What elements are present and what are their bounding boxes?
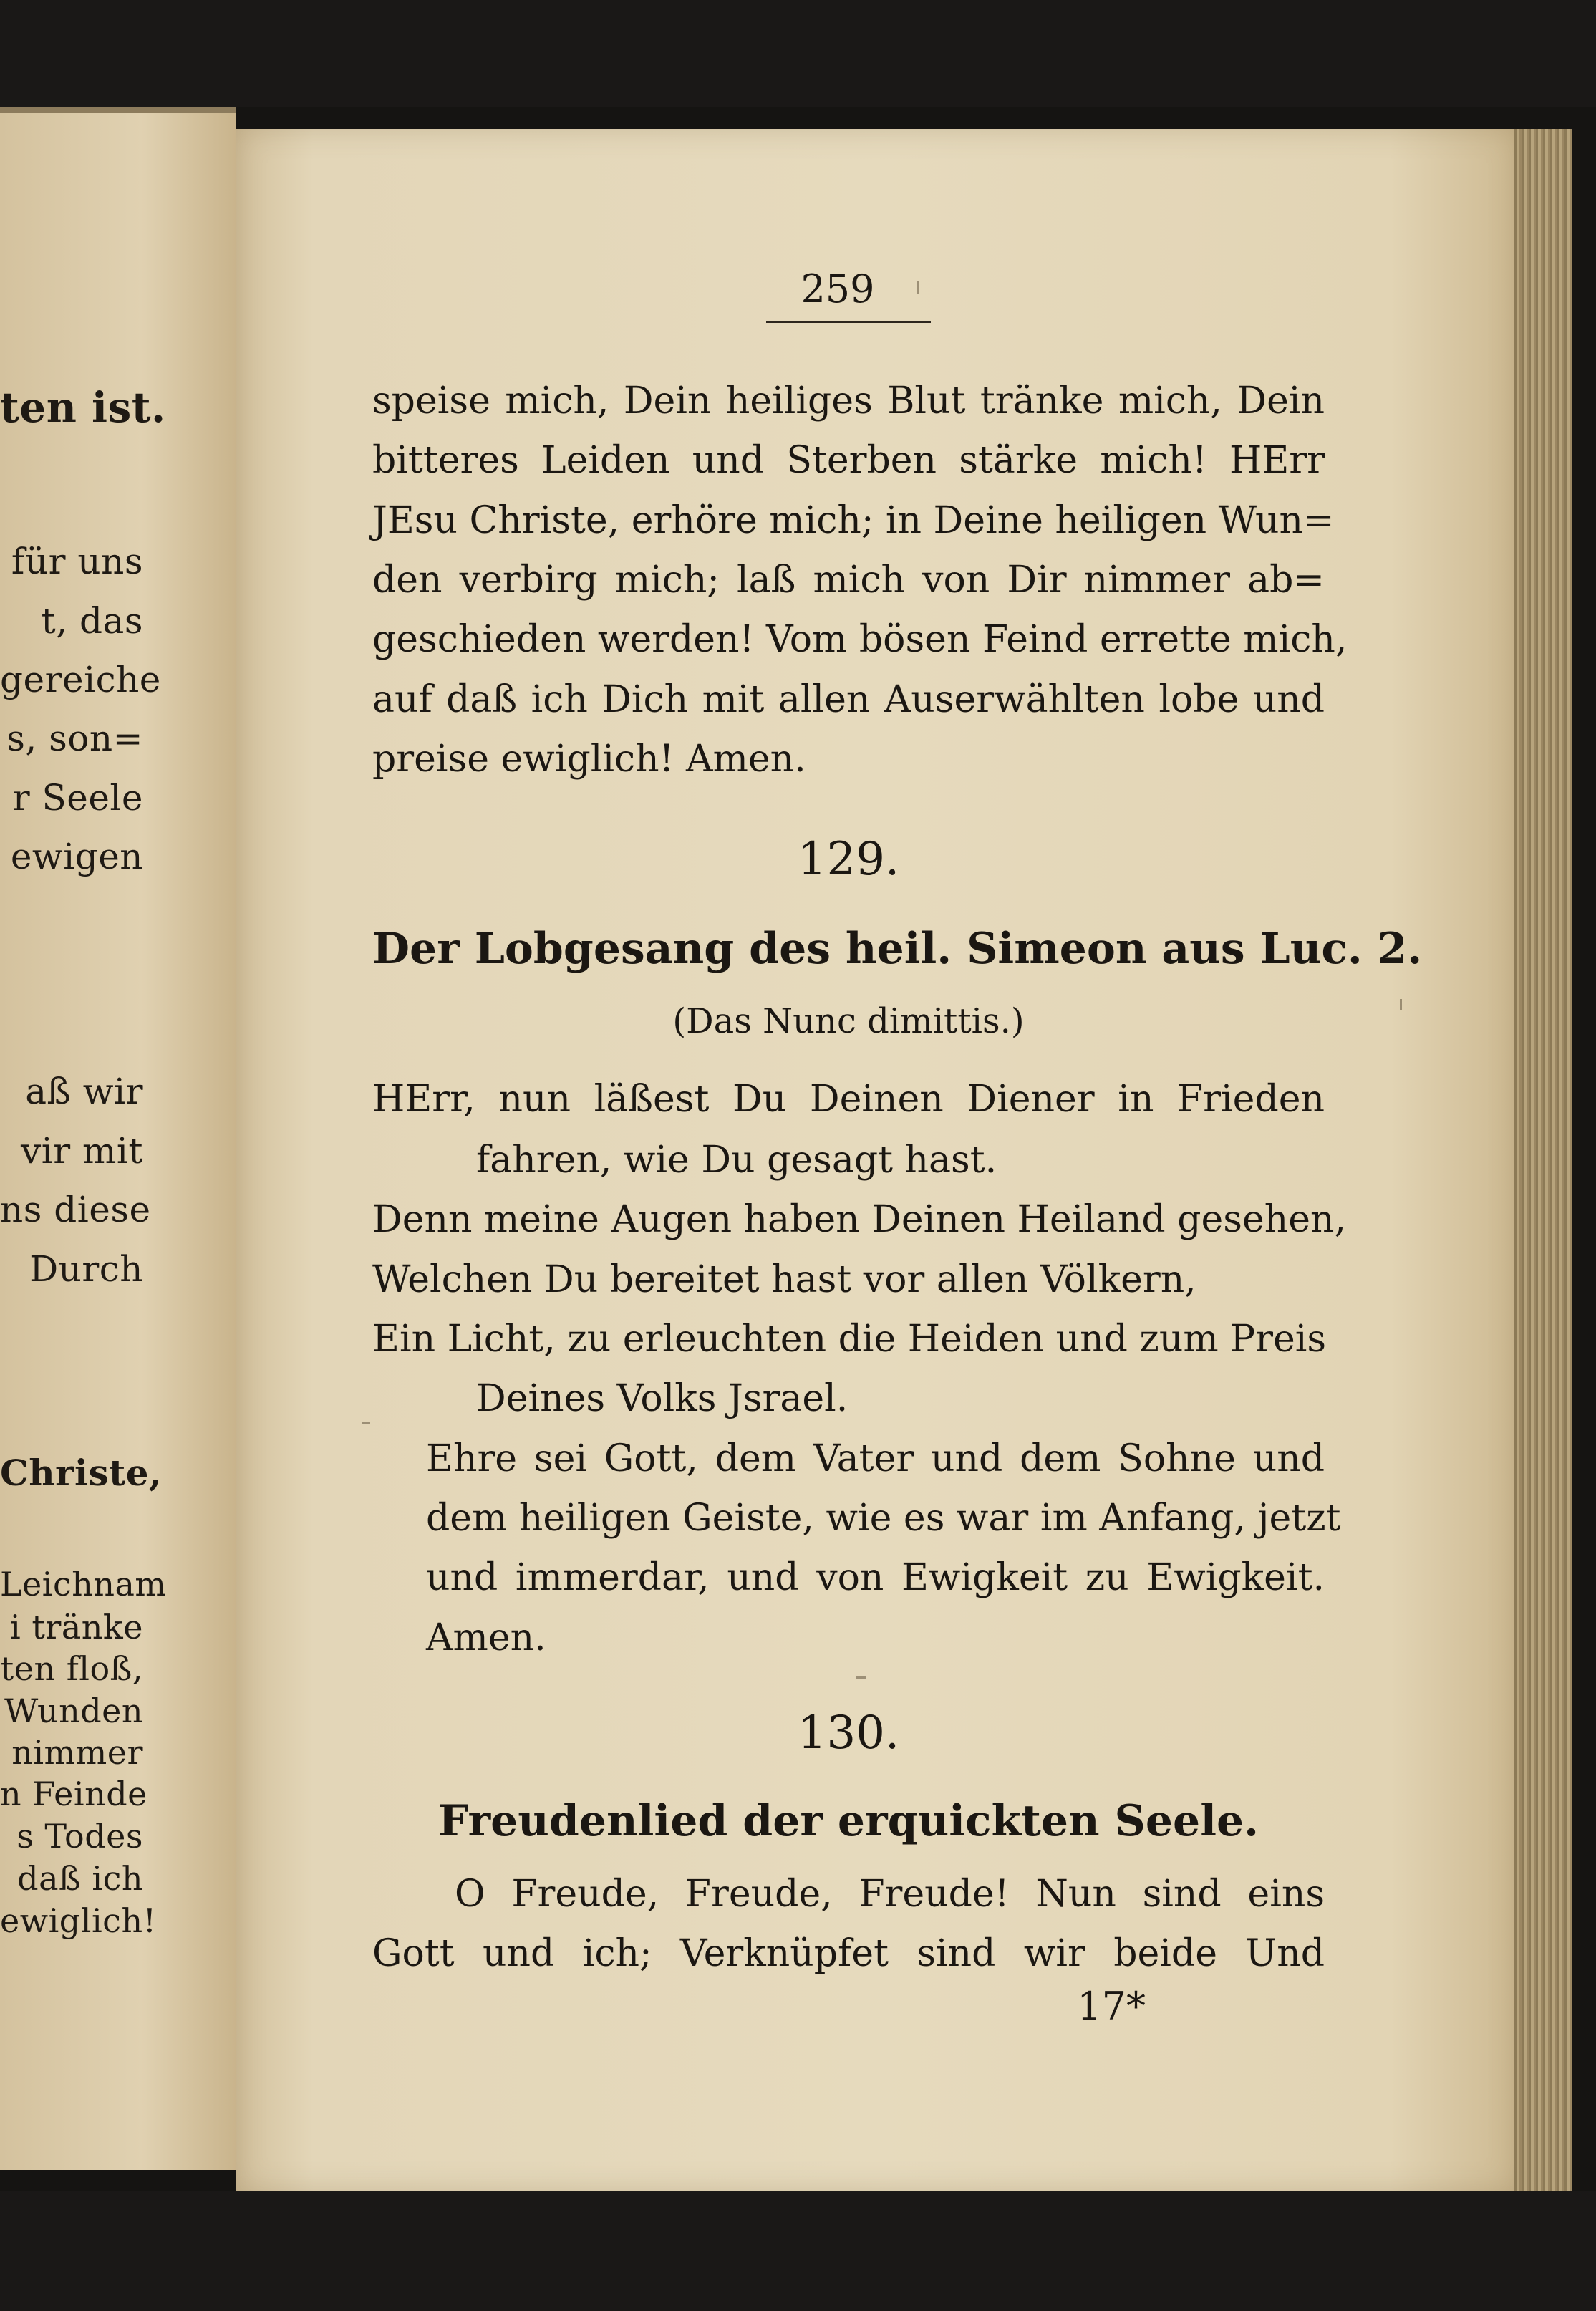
left-page-text: nimmer xyxy=(11,1733,143,1772)
left-page-text: s, son= xyxy=(6,718,143,759)
left-page-text: ewiglich! xyxy=(0,1901,157,1940)
scan-background-top xyxy=(0,0,1596,107)
left-page-text: i tränke xyxy=(10,1608,143,1646)
left-page-text: Wunden xyxy=(4,1692,143,1730)
hymn-129-doxology-line: dem heiligen Geiste, wie es war im Anfang, jetzt xyxy=(426,1497,1341,1540)
scan-background-bottom xyxy=(0,2191,1596,2311)
prayer-line: den verbirg mich; laß mich von Dir nimmer ab= xyxy=(372,559,1325,602)
prayer-line: preise ewiglich! Amen. xyxy=(372,738,806,781)
hymn-129-line: Ein Licht, zu erleuchten die Heiden und zum Preis xyxy=(372,1318,1327,1361)
hymn-129-line: fahren, wie Du gesagt hast. xyxy=(476,1139,997,1182)
left-page-text: Leichnam xyxy=(0,1565,167,1603)
prayer-line: speise mich, Dein heiliges Blut tränke mich, Dein xyxy=(372,380,1325,423)
hymn-129-doxology-line: Ehre sei Gott, dem Vater und dem Sohne und xyxy=(426,1437,1325,1480)
ink-speck xyxy=(1400,999,1402,1010)
left-page-top-edge xyxy=(0,107,236,113)
hymn-130-line: Gott und ich; Verknüpfet sind wir beide Und xyxy=(372,1932,1325,1975)
prayer-line: bitteres Leiden und Sterben stärke mich! HErr xyxy=(372,439,1325,482)
left-page-text: ten floß, xyxy=(0,1649,143,1688)
hymn-129-number: 129. xyxy=(797,833,900,886)
left-page-text: Durch xyxy=(29,1248,143,1290)
left-page-text: ns diese xyxy=(0,1189,151,1230)
hymn-129-doxology-line: und immerdar, und von Ewigkeit zu Ewigkeit. xyxy=(426,1556,1325,1599)
left-page-text: ewigen xyxy=(10,836,143,877)
hymn-130-title: Freudenlied der erquickten Seele. xyxy=(437,1796,1259,1846)
prayer-line: JEsu Christe, erhöre mich; in Deine heiligen Wun= xyxy=(372,499,1335,542)
hymn-129-line: HErr, nun läßest Du Deinen Diener in Frieden xyxy=(372,1078,1325,1121)
ink-speck xyxy=(362,1422,370,1424)
left-page-text: t, das xyxy=(41,600,143,642)
left-page-text: aß wir xyxy=(25,1071,143,1112)
left-page-text: s Todes xyxy=(16,1817,143,1856)
hymn-129-doxology-line: Amen. xyxy=(426,1616,546,1659)
hymn-130-number: 130. xyxy=(797,1707,900,1760)
page-block-edges xyxy=(1514,129,1572,2191)
left-page-text: Christe, xyxy=(0,1452,162,1494)
left-page-text: n Feinde xyxy=(0,1775,147,1813)
left-page-text: gereiche xyxy=(0,659,161,700)
hymn-129-line: Deines Volks Jsrael. xyxy=(476,1377,848,1420)
hymn-129-line: Denn meine Augen haben Deinen Heiland gesehen, xyxy=(372,1198,1347,1241)
left-page xyxy=(0,107,236,2170)
hymn-129-subtitle: (Das Nunc dimittis.) xyxy=(672,1001,1025,1041)
prayer-line: geschieden werden! Vom bösen Feind errette mich, xyxy=(372,618,1348,661)
left-page-text: vir mit xyxy=(20,1130,143,1172)
ink-speck xyxy=(917,281,919,294)
hymn-129-title: Der Lobgesang des heil. Simeon aus Luc. 2. xyxy=(372,924,1423,974)
signature-mark: 17* xyxy=(1077,1984,1146,2029)
left-page-text: für uns xyxy=(11,541,143,582)
left-page-text: ten ist. xyxy=(0,383,166,432)
ink-speck xyxy=(856,1676,866,1679)
prayer-line: auf daß ich Dich mit allen Auserwählten lobe und xyxy=(372,678,1325,721)
hymn-130-line: O Freude, Freude, Freude! Nun sind eins xyxy=(455,1873,1325,1916)
left-page-text: daß ich xyxy=(17,1859,143,1898)
page-number: 259 xyxy=(801,266,875,312)
left-page-text: r Seele xyxy=(12,777,143,819)
hymn-129-line: Welchen Du bereitet hast vor allen Völkern, xyxy=(372,1258,1196,1301)
header-rule xyxy=(766,321,931,323)
